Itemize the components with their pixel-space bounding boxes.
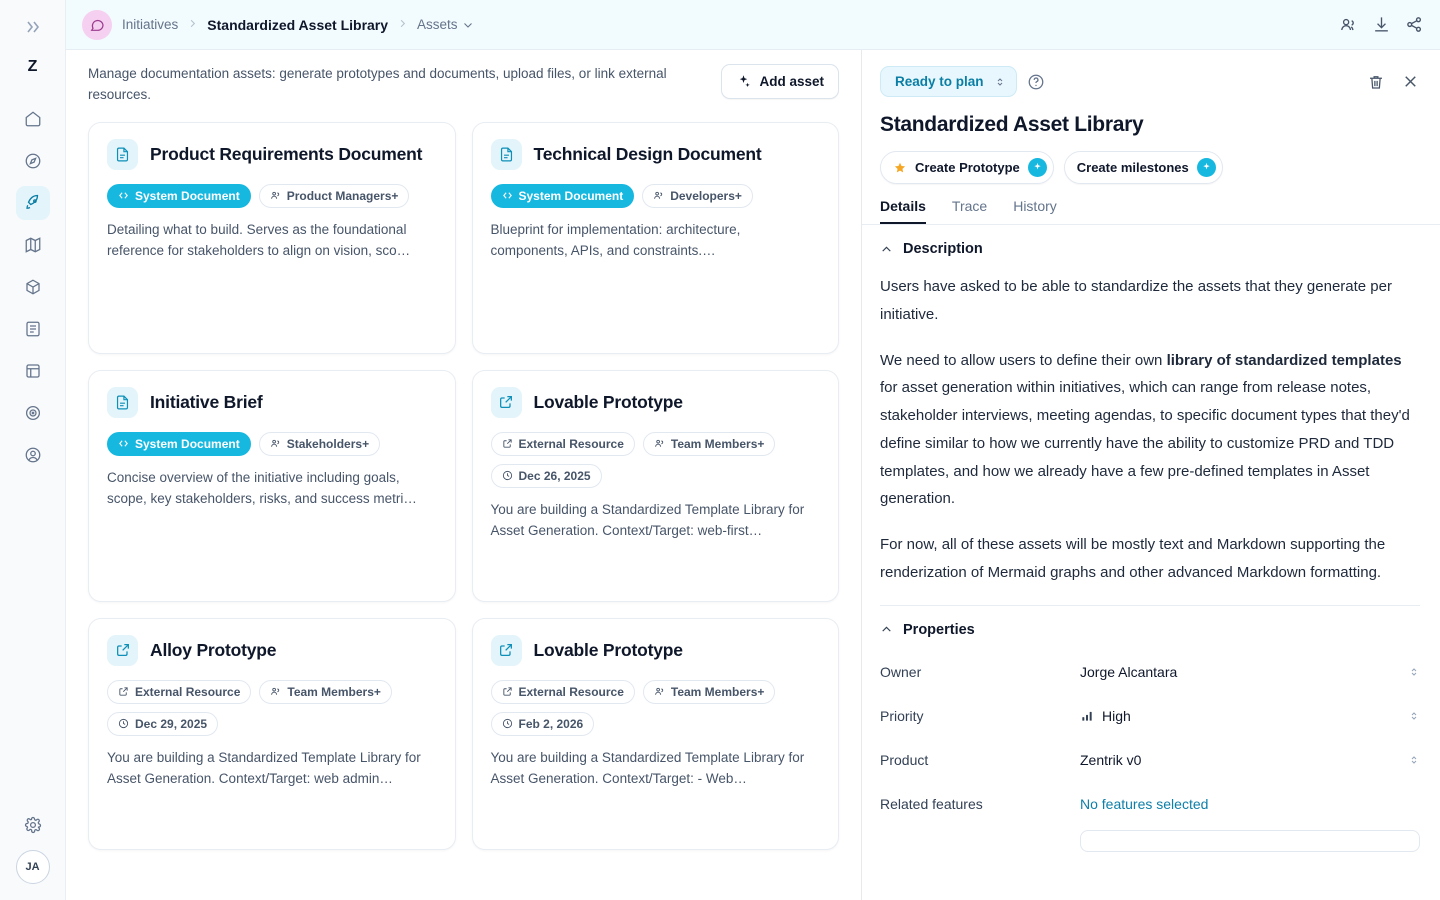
property-value-owner[interactable]: Jorge Alcantara [1080,663,1178,680]
asset-card-title: Alloy Prototype [150,639,277,660]
delete-icon[interactable] [1367,73,1385,91]
chip-label: System Document [135,436,240,451]
chip-system-document[interactable] [491,184,635,208]
asset-card-body: You are building a Standardized Template Library for Asset Generation. Context/Target: web-first… [490,501,805,538]
desc2-bold: library of standardized templates [1166,351,1402,369]
asset-card-body: Concise overview of the initiative including goals, scope, key stakeholders, risks, and success metri… [107,469,417,506]
asset-card-chips [107,184,437,208]
user-circle-icon [24,446,42,464]
property-label: Owner [880,663,922,680]
left-rail [0,0,66,900]
sidebar-item-explore[interactable] [16,144,50,178]
detail-tabs [862,184,1440,225]
people-icon [270,190,281,201]
cube-icon [24,278,42,296]
desc2-pre: We need to allow users to define their own [880,351,1167,369]
properties-list [880,644,1420,852]
workspace-logo[interactable]: Z [27,58,38,75]
topbar [66,0,1440,50]
tab-history[interactable]: History [1013,198,1057,214]
detail-toolbar-actions [1367,72,1420,91]
status-label: Ready to plan [895,74,984,89]
chip-label: External Resource [135,684,241,699]
avatar[interactable]: JA [16,850,50,884]
breadcrumb-assets-label: Assets [417,17,458,32]
description-heading: Description [903,241,983,257]
asset-card[interactable] [472,618,840,850]
code-icon [118,438,129,449]
chevron-up-icon [880,623,893,636]
members-icon[interactable] [1339,15,1358,34]
chip-label: Team Members+ [287,684,381,699]
code-icon [502,190,513,201]
sparkle-icon [736,74,751,89]
assets-pane [66,50,862,900]
status-badge[interactable] [880,66,1017,97]
download-icon[interactable] [1372,15,1391,34]
chip-label: System Document [518,188,624,203]
sidebar-item-library[interactable] [16,354,50,388]
add-asset-label: Add asset [759,74,824,89]
sparkle-icon [1028,158,1047,177]
main-column [66,0,1440,900]
chip-label: Product Managers+ [286,188,399,203]
asset-card-chips [491,184,821,208]
rocket-icon [24,194,42,212]
chip-label: External Resource [518,684,624,699]
doc-icon [24,320,42,338]
chip-label: Developers+ [670,188,742,203]
asset-card-body: Detailing what to build. Serves as the foundational reference for stakeholders to align on vision, sco… [107,221,411,258]
bars-icon [1080,709,1094,723]
sidebar-item-initiatives[interactable] [16,186,50,220]
chip-label: Dec 26, 2025 [518,468,591,483]
create-prototype-label: Create Prototype [915,160,1020,175]
chip-date[interactable] [107,712,218,736]
asset-card-header [491,139,821,170]
asset-card-header [491,635,821,666]
external-link-icon [502,438,513,449]
property-value-related-features[interactable]: No features selected [1080,795,1209,812]
external-link-icon [502,686,513,697]
create-milestones-label: Create milestones [1076,160,1189,175]
chip-external-resource[interactable] [491,680,635,704]
share-icon[interactable] [1405,15,1424,34]
description-paragraph-3: For now, all of these assets will be mostly text and Markdown supporting the renderization of Mermaid graphs and other advanced Markdown formatting. [880,536,1386,581]
asset-card-body: You are building a Standardized Template Library for Asset Generation. Context/Target: - Web… [490,749,805,786]
property-row-priority [880,694,1420,738]
property-label: Priority [880,707,924,724]
clock-icon [118,718,129,729]
chevron-updown-icon [994,76,1006,88]
sidebar-item-roadmap[interactable] [16,228,50,262]
page-title: Standardized Asset Library [880,113,1144,136]
tab-trace[interactable]: Trace [951,198,988,214]
chip-audience[interactable] [643,432,776,456]
external-link-icon [491,387,522,418]
create-milestones-button[interactable] [1064,151,1223,184]
priority-text: High [1102,707,1131,724]
map-icon [24,236,42,254]
asset-card-title: Initiative Brief [150,391,263,412]
asset-card[interactable] [472,122,840,354]
asset-card[interactable] [88,618,456,850]
chip-audience[interactable] [643,680,776,704]
chip-date[interactable] [491,464,602,488]
document-icon [107,387,138,418]
chip-label: Team Members+ [670,684,765,699]
initiative-avatar [82,10,112,40]
compass-icon [24,152,42,170]
chip-system-document[interactable] [107,432,251,456]
asset-card-body: Blueprint for implementation: architecture, components, APIs, and constraints.… [490,221,741,258]
asset-card-chips [491,680,821,736]
chip-system-document[interactable] [107,184,251,208]
asset-card-body: You are building a Standardized Template Library for Asset Generation. Context/Target: web admin… [107,749,421,786]
chip-external-resource[interactable] [107,680,251,704]
chip-label: Dec 29, 2025 [135,716,208,731]
people-icon [654,686,665,697]
add-asset-button[interactable] [721,64,839,99]
create-prototype-button[interactable] [880,151,1054,184]
chip-external-resource[interactable] [491,432,635,456]
chevron-updown-icon[interactable] [1408,710,1420,722]
chip-audience[interactable] [642,184,753,208]
chip-label: Team Members+ [670,436,765,451]
breadcrumb [122,17,474,33]
clock-icon [502,470,513,481]
chip-audience[interactable] [259,184,410,208]
detail-pane [862,50,1440,900]
asset-card-header [491,387,821,418]
property-row-product [880,738,1420,782]
chevron-down-icon [462,19,474,31]
asset-card-header [107,387,437,418]
chip-label: External Resource [518,436,624,451]
properties-heading: Properties [903,621,975,638]
sidebar-item-products[interactable] [16,270,50,304]
chip-audience[interactable] [259,432,380,456]
people-icon [270,438,281,449]
breadcrumb-initiatives[interactable]: Initiatives [122,17,179,32]
detail-actions [862,137,1440,184]
people-icon [654,438,665,449]
asset-card-grid [66,116,861,872]
external-link-icon [491,635,522,666]
breadcrumb-current[interactable]: Standardized Asset Library [207,16,389,33]
detail-content [862,225,1440,900]
sidebar-item-accounts[interactable] [16,438,50,472]
chip-audience[interactable] [259,680,392,704]
property-label: Product [880,751,929,768]
sidebar-item-home[interactable] [16,102,50,136]
desc2-post: for asset generation within initiatives, which can range from release notes, stakeholder interviews, meeting agendas, to specific document types that they'd define similar to how we currently have the ability to customize PRD and TDD templates, and how we already have a few pre-defined templates in Asset generation. [880,379,1410,508]
document-icon [491,139,522,170]
description-paragraph-2 [880,347,1420,514]
assets-header [66,50,861,116]
property-value-priority[interactable] [1080,708,1408,724]
asset-card-title: Lovable Prototype [533,391,683,412]
close-icon[interactable] [1401,72,1420,91]
chip-label: Feb 2, 2026 [518,716,584,731]
property-row-owner [880,650,1420,694]
help-icon[interactable] [1027,73,1045,91]
asset-card-header [107,635,437,666]
detail-toolbar [862,50,1440,103]
related-features-input[interactable] [1080,830,1420,852]
chevron-updown-icon[interactable] [1408,666,1420,678]
code-icon [118,190,129,201]
target-icon [24,404,42,422]
sparkle-icon [1197,158,1216,177]
asset-card-title: Lovable Prototype [533,639,683,660]
property-value-product[interactable]: Zentrik v0 [1080,751,1142,768]
properties-section-header[interactable] [880,606,1420,644]
asset-card[interactable] [88,122,456,354]
asset-card-title: Technical Design Document [533,143,762,164]
description-paragraph-1: Users have asked to be able to standardize the assets that they generate per initiative. [880,278,1392,323]
asset-card[interactable] [88,370,456,602]
expand-sidebar-button[interactable] [16,10,50,44]
chip-label: System Document [135,188,240,203]
chevron-right-icon [187,18,198,32]
chevron-right-icon-2 [397,18,408,32]
description-body [880,263,1420,587]
property-row-related-features [880,782,1420,826]
library-icon [24,362,42,380]
people-icon [653,190,664,201]
breadcrumb-assets-dropdown[interactable] [417,17,474,32]
description-section-header[interactable] [880,225,1420,263]
content-area [66,50,1440,900]
property-label: Related features [880,795,983,812]
star-icon [893,161,907,175]
asset-card[interactable] [472,370,840,602]
sidebar-item-goals[interactable] [16,396,50,430]
external-link-icon [107,635,138,666]
sidebar-item-documents[interactable] [16,312,50,346]
asset-card-chips [107,432,437,456]
asset-card-chips [107,680,437,736]
gear-icon [24,816,42,834]
people-icon [270,686,281,697]
chip-date[interactable] [491,712,595,736]
assets-description: Manage documentation assets: generate prototypes and documents, upload files, or link external resources. [88,66,667,102]
settings-button[interactable] [16,808,50,842]
chevron-updown-icon[interactable] [1408,754,1420,766]
tab-details[interactable]: Details [880,198,926,224]
clock-icon [502,718,513,729]
chip-label: Stakeholders+ [286,436,370,451]
asset-card-header [107,139,437,170]
chevron-up-icon [880,243,893,256]
home-icon [24,110,42,128]
topbar-actions [1339,15,1424,34]
asset-card-chips [491,432,821,488]
external-link-icon [118,686,129,697]
document-icon [107,139,138,170]
asset-card-title: Product Requirements Document [150,143,423,164]
